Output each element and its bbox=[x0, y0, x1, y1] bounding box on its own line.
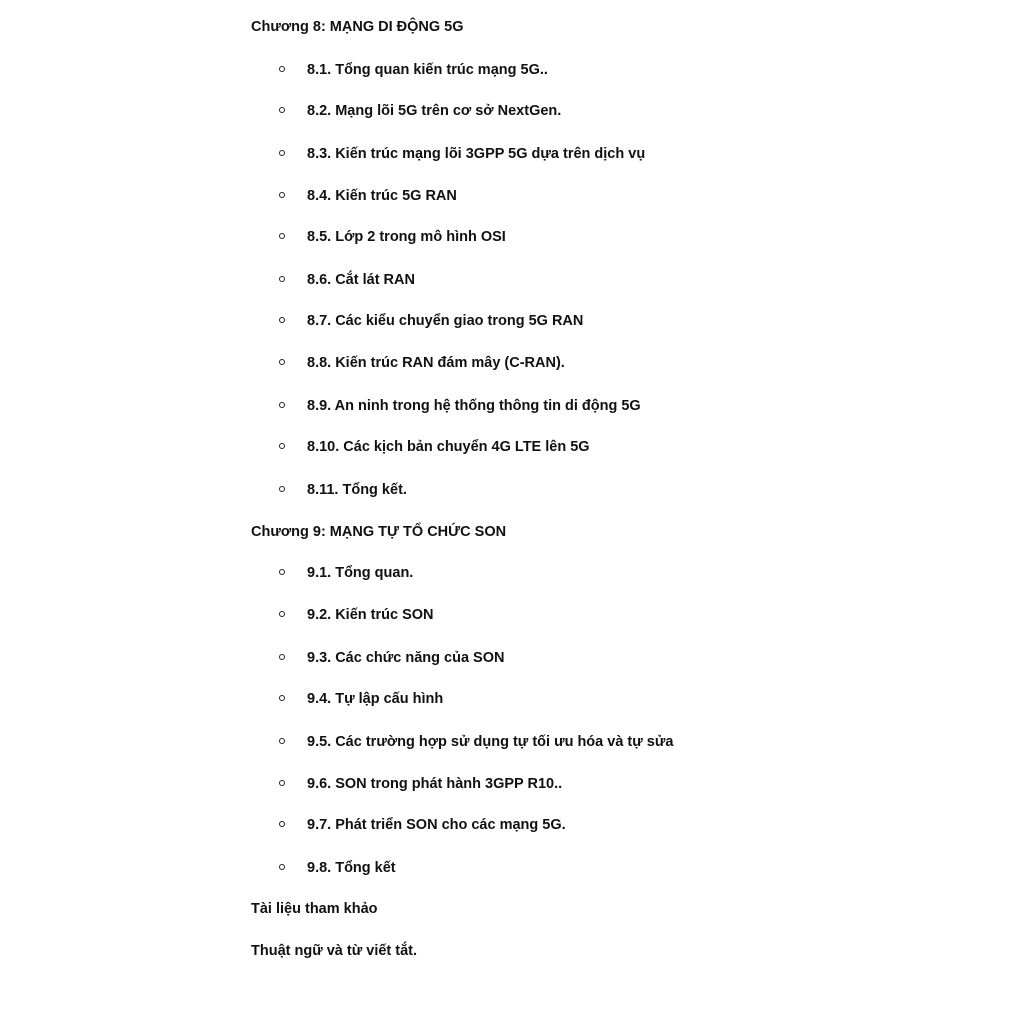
list-item-label: 9.3. Các chức năng của SON bbox=[307, 650, 505, 666]
hollow-bullet-icon bbox=[279, 821, 285, 827]
chapter-9-heading: Chương 9: MẠNG TỰ TỔ CHỨC SON bbox=[251, 524, 507, 540]
list-item-label: 8.10. Các kịch bản chuyển 4G LTE lên 5G bbox=[307, 439, 590, 455]
hollow-bullet-icon bbox=[279, 402, 285, 408]
hollow-bullet-icon bbox=[279, 107, 285, 113]
hollow-bullet-icon bbox=[279, 611, 285, 617]
hollow-bullet-icon bbox=[279, 359, 285, 365]
list-item-label: 9.5. Các trường hợp sử dụng tự tối ưu hóa và tự sửa bbox=[307, 734, 674, 750]
list-item-label: 9.1. Tổng quan. bbox=[307, 565, 414, 581]
list-item-label: 8.8. Kiến trúc RAN đám mây (C-RAN). bbox=[307, 355, 565, 371]
list-item-label: 9.7. Phát triển SON cho các mạng 5G. bbox=[307, 817, 566, 833]
references-heading: Tài liệu tham khảo bbox=[251, 901, 378, 917]
list-item-label: 8.2. Mạng lõi 5G trên cơ sở NextGen. bbox=[307, 103, 562, 119]
hollow-bullet-icon bbox=[279, 150, 285, 156]
list-item-label: 9.2. Kiến trúc SON bbox=[307, 607, 434, 623]
hollow-bullet-icon bbox=[279, 317, 285, 323]
list-item-label: 8.9. An ninh trong hệ thống thông tin di động 5G bbox=[307, 398, 641, 414]
hollow-bullet-icon bbox=[279, 486, 285, 492]
hollow-bullet-icon bbox=[279, 695, 285, 701]
hollow-bullet-icon bbox=[279, 443, 285, 449]
list-item-label: 9.8. Tổng kết bbox=[307, 860, 396, 876]
hollow-bullet-icon bbox=[279, 192, 285, 198]
list-item-label: 8.4. Kiến trúc 5G RAN bbox=[307, 188, 457, 204]
hollow-bullet-icon bbox=[279, 66, 285, 72]
list-item-label: 8.6. Cắt lát RAN bbox=[307, 272, 415, 288]
hollow-bullet-icon bbox=[279, 569, 285, 575]
hollow-bullet-icon bbox=[279, 864, 285, 870]
list-item-label: 8.11. Tổng kết. bbox=[307, 482, 407, 498]
hollow-bullet-icon bbox=[279, 738, 285, 744]
chapter-8-heading: Chương 8: MẠNG DI ĐỘNG 5G bbox=[251, 19, 464, 35]
glossary-heading: Thuật ngữ và từ viết tắt. bbox=[251, 943, 418, 959]
list-item-label: 9.4. Tự lập cấu hình bbox=[307, 691, 444, 707]
hollow-bullet-icon bbox=[279, 654, 285, 660]
list-item-label: 8.1. Tổng quan kiến trúc mạng 5G.. bbox=[307, 62, 548, 78]
hollow-bullet-icon bbox=[279, 276, 285, 282]
list-item-label: 8.7. Các kiểu chuyển giao trong 5G RAN bbox=[307, 313, 584, 329]
list-item-label: 9.6. SON trong phát hành 3GPP R10.. bbox=[307, 776, 563, 792]
hollow-bullet-icon bbox=[279, 233, 285, 239]
list-item-label: 8.5. Lớp 2 trong mô hình OSI bbox=[307, 229, 506, 245]
hollow-bullet-icon bbox=[279, 780, 285, 786]
list-item-label: 8.3. Kiến trúc mạng lõi 3GPP 5G dựa trên dịch vụ bbox=[307, 146, 646, 162]
